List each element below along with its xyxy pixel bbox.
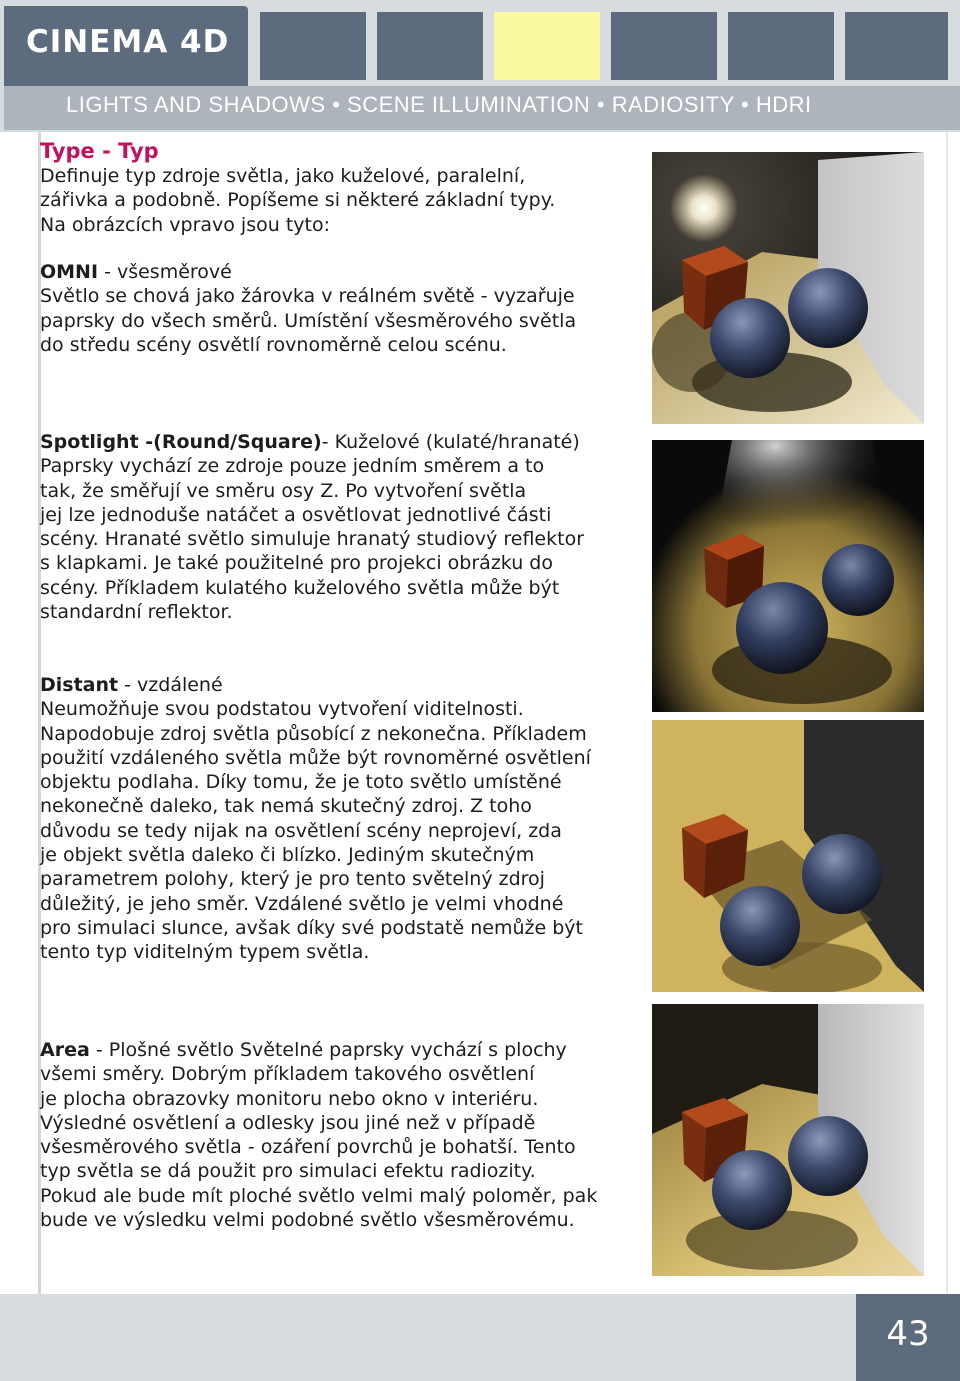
text-line: do středu scény osvětlí rovnoměrně celou scénu. (40, 333, 507, 356)
term-description: - Plošné světlo Světelné paprsky vychází s plochy (89, 1039, 567, 1061)
section-omni (40, 260, 645, 357)
term-description: - všesměrové (98, 261, 232, 283)
nav-tab-3-active[interactable] (494, 12, 600, 80)
subnav-topics: LIGHTS AND SHADOWS • SCENE ILLUMINATION • RADIOSITY • HDRI (66, 92, 812, 117)
term-description: - Kuželové (kulaté/hranaté) (321, 431, 580, 453)
section-type (40, 138, 645, 237)
text-line: důležitý, je jeho směr. Vzdálené světlo je velmi vhodné (40, 892, 564, 915)
text-line: Výsledné osvětlení a odlesky jsou jiné než v případě (40, 1111, 536, 1134)
nav-tab-4[interactable] (611, 12, 717, 80)
term-spotlight: Spotlight -(Round/Square) (40, 431, 322, 453)
term-distant: Distant (40, 674, 119, 696)
section-heading (40, 673, 645, 697)
page-number: 43 (886, 1314, 930, 1354)
text-line: paprsky do všech směrů. Umístění všesměrového světla (40, 309, 577, 332)
text-line: Na obrázcích vpravo jsou tyto: (40, 213, 330, 236)
text-line: je plocha obrazovky monitoru nebo okno v interiéru. (40, 1087, 539, 1110)
omni-light-render (652, 152, 924, 424)
section-area (40, 1038, 645, 1232)
text-line: Neumožňuje svou podstatou vytvoření viditelnosti. (40, 698, 524, 721)
spotlight-render (652, 440, 924, 712)
text-line: standardní reflektor. (40, 601, 233, 624)
text-line: Definuje typ zdroje světla, jako kuželové, paralelní, (40, 165, 526, 187)
text-line: pro simulaci slunce, avšak díky své podstatě nemůže být (40, 916, 583, 939)
nav-tab-6[interactable] (845, 12, 948, 80)
section-heading (40, 430, 645, 454)
text-line: použití vzdáleného světla může být rovnoměrné osvětlení (40, 746, 591, 769)
text-line: Pokud ale bude mít ploché světlo velmi malý poloměr, pak (40, 1184, 598, 1207)
nav-tab-5[interactable] (728, 12, 834, 80)
text-line: tak, že směřují ve směru osy Z. Po vytvoření světla (40, 479, 527, 502)
text-line: typ světla se dá použit pro simulaci efektu radiozity. (40, 1160, 536, 1183)
text-line: jej lze jednoduše natáčet a osvětlovat jednotlivé části (40, 503, 552, 526)
section-distant (40, 673, 645, 965)
term-description: - vzdálené (118, 674, 223, 696)
text-line: je objekt světla daleko či blízko. Jediným skutečným (40, 844, 535, 867)
nav-tab-2[interactable] (377, 12, 483, 80)
text-line: důvodu se tedy nijak na osvětlení scény neprojeví, zda (40, 819, 562, 842)
text-line: všemi směry. Dobrým příkladem takového osvětlení (40, 1063, 535, 1086)
text-line: všesměrového světla - ozáření povrchů je bohatší. Tento (40, 1136, 576, 1159)
area-light-render (652, 1004, 924, 1276)
section-title: Type - Typ (40, 139, 159, 163)
text-line: scény. Příkladem kulatého kuželového světla může být (40, 576, 560, 599)
text-line: Světlo se chová jako žárovka v reálném světě - vyzařuje (40, 285, 575, 308)
section-heading (40, 260, 645, 284)
text-line: parametrem polohy, který je pro tento světelný zdroj (40, 868, 545, 891)
text-line: scény. Hranaté světlo simuluje hranatý studiový reflektor (40, 528, 585, 551)
term-area: Area (40, 1039, 90, 1061)
distant-light-render (652, 720, 924, 992)
right-margin-rule (946, 132, 948, 1294)
footer-band (0, 1294, 960, 1381)
section-spotlight (40, 430, 645, 624)
term-omni: OMNI (40, 261, 99, 283)
text-line: objektu podlaha. Díky tomu, že je toto světlo umístěné (40, 771, 562, 794)
text-line: nekonečně daleko, tak nemá skutečný zdroj. Z toho (40, 795, 532, 818)
text-line: tento typ viditelným typem světla. (40, 941, 370, 964)
brand-title: CINEMA 4D (26, 24, 230, 60)
text-line: s klapkami. Je také použitelné pro projekci obrázku do (40, 552, 553, 575)
text-line: Napodobuje zdroj světla působící z nekonečna. Příkladem (40, 722, 587, 745)
section-heading (40, 1038, 645, 1062)
text-line: bude ve výsledku velmi podobné světlo všesměrovému. (40, 1209, 575, 1232)
nav-tab-1[interactable] (260, 12, 366, 80)
text-line: Paprsky vychází ze zdroje pouze jedním směrem a to (40, 455, 545, 478)
text-line: zářivka a podobně. Popíšeme si některé základní typy. (40, 189, 556, 212)
